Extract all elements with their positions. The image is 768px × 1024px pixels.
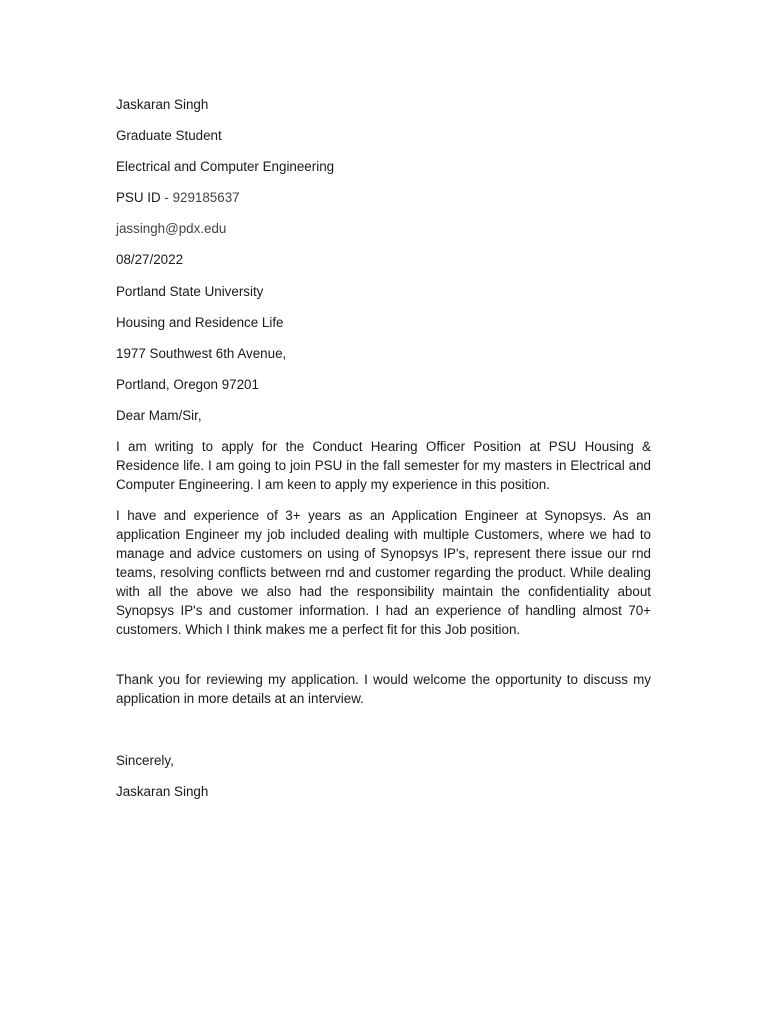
closing: Sincerely, [116,753,174,768]
body-paragraph-3: Thank you for reviewing my application. I would welcome the opportunity to discuss my application in more details at an interview. [116,672,651,706]
recipient-city: Portland, Oregon 97201 [116,377,259,392]
recipient-organization: Portland State University [116,284,264,299]
salutation: Dear Mam/Sir, [116,408,202,423]
body-paragraph-1: I am writing to apply for the Conduct Hearing Officer Position at PSU Housing & Residence life. I am going to join PSU in the fall semester for my masters in Electrical and Computer Engineering. I am keen to apply my experience in this position. [116,439,651,492]
recipient-street: 1977 Southwest 6th Avenue, [116,346,287,361]
cover-letter-page [116,0,651,1024]
sender-department: Electrical and Computer Engineering [116,159,335,174]
recipient-office: Housing and Residence Life [116,315,284,330]
sender-title: Graduate Student [116,128,222,143]
psu-id-separator: - [160,190,173,205]
sender-psu-id [116,188,240,207]
body-paragraph-2: I have and experience of 3+ years as an Application Engineer at Synopsys. As an application Engineer my job included dealing with multiple Customers, where we had to manage and advice customers on using of Synopsys IP's, represent there issue our rnd teams, resolving conflicts between rnd and customer regarding the product. While dealing with all the above we also had the responsibility maintain the confidentiality about Synopsys IP's and customer information. I had an experience of handling almost 70+ customers. Which I think makes me a perfect fit for this Job position. [116,508,651,637]
signature: Jaskaran Singh [116,784,209,799]
sender-email: jassingh@pdx.edu [116,221,227,236]
psu-id-value: 929185637 [172,190,240,205]
sender-name: Jaskaran Singh [116,97,209,112]
psu-id-label: PSU ID [116,190,161,205]
letter-date: 08/27/2022 [116,252,184,267]
